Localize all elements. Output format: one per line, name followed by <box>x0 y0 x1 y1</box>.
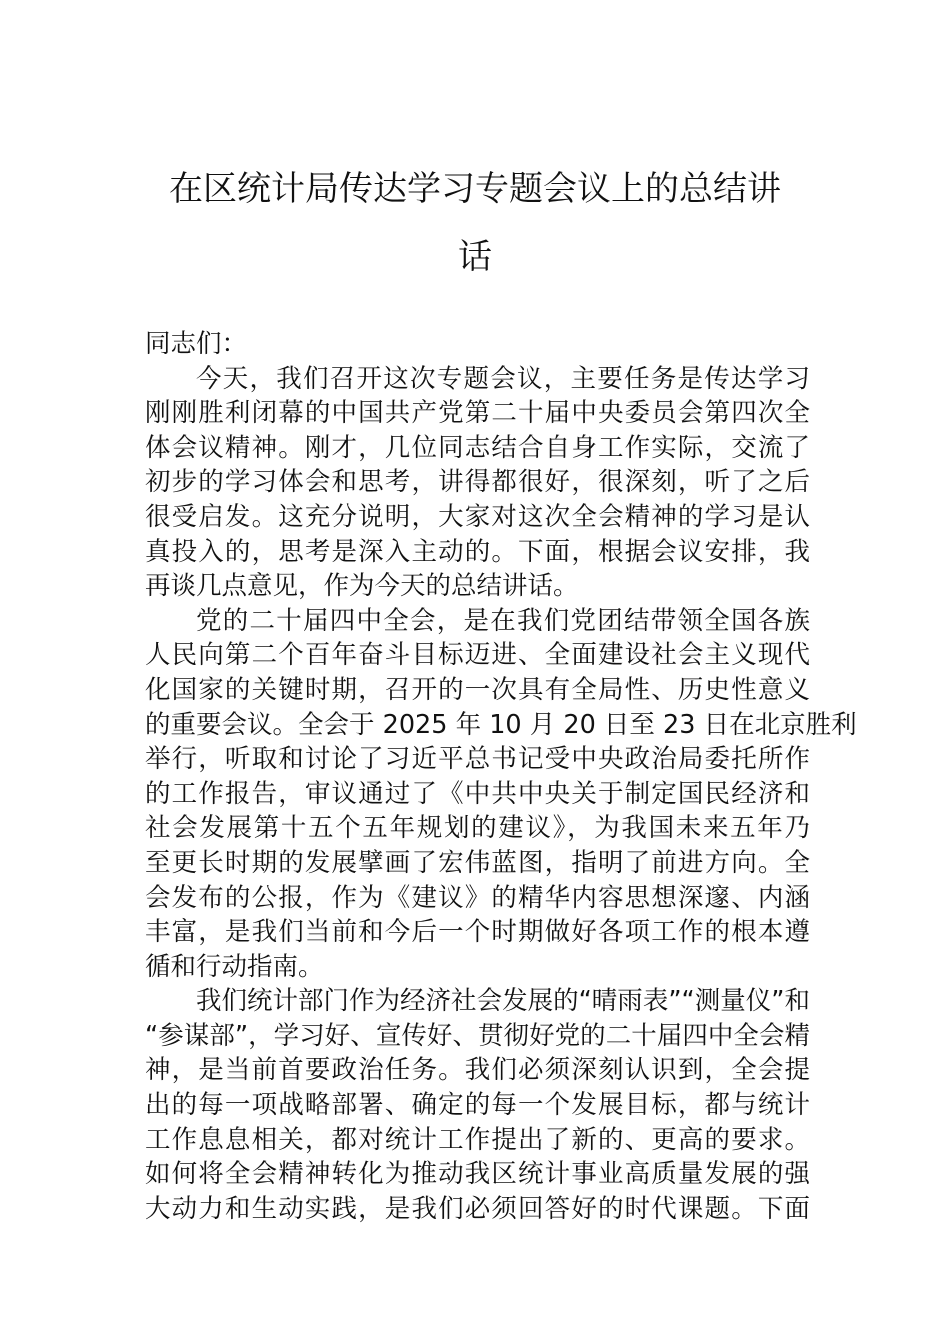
body-text-line: 循和行动指南。 <box>145 951 324 982</box>
body-text-line: 化国家的关键时期，召开的一次具有全局性、历史性意义 <box>145 674 810 705</box>
body-text-line: 大动力和生动实践，是我们必须回答好的时代课题。下面 <box>145 1193 810 1224</box>
body-text-line: 我们统计部门作为经济社会发展的“晴雨表”“测量仪”和 <box>196 986 810 1017</box>
body-text-line: 社会发展第十五个五年规划的建议》，为我国未来五年乃 <box>145 813 810 844</box>
body-text-line: 神，是当前首要政治任务。我们必须深刻认识到，全会提 <box>145 1055 810 1086</box>
body-text-line: 的重要会议。全会于 2025 年 10 月 20 日至 23 日在北京胜利 <box>145 709 857 740</box>
body-text-line: 会发布的公报，作为《建议》的精华内容思想深邃、内涵 <box>145 882 810 913</box>
body-text-line: 体会议精神。刚才，几位同志结合自身工作实际，交流了 <box>145 432 810 463</box>
body-text-line: 真投入的，思考是深入主动的。下面，根据会议安排，我 <box>145 536 810 567</box>
body-text-line: 至更长时期的发展擘画了宏伟蓝图，指明了前进方向。全 <box>145 847 810 878</box>
body-text-line: 今天，我们召开这次专题会议，主要任务是传达学习 <box>196 363 810 394</box>
body-text-line: “参谋部”，学习好、宣传好、贯彻好党的二十届四中全会精 <box>145 1020 810 1051</box>
body-text-line: 工作息息相关，都对统计工作提出了新的、更高的要求。 <box>145 1124 810 1155</box>
salutation: 同志们： <box>145 329 248 359</box>
body-text-line: 人民向第二个百年奋斗目标迈进、全面建设社会主义现代 <box>145 640 810 671</box>
body-text-line: 丰富，是我们当前和今后一个时期做好各项工作的根本遵 <box>145 917 810 948</box>
document-body <box>145 327 857 1226</box>
document-title-line-1: 在区统计局传达学习专题会议上的总结讲 <box>169 169 781 209</box>
body-text-line: 举行，听取和讨论了习近平总书记受中央政治局委托所作 <box>145 744 810 775</box>
body-text-line: 很受启发。这充分说明，大家对这次全会精神的学习是认 <box>145 501 810 532</box>
document-title-line-2: 话 <box>458 237 492 277</box>
body-text-line: 党的二十届四中全会，是在我们党团结带领全国各族 <box>196 605 810 636</box>
body-text-line: 再谈几点意见，作为今天的总结讲话。 <box>145 571 579 602</box>
body-text-line: 出的每一项战略部署、确定的每一个发展目标，都与统计 <box>145 1090 810 1121</box>
body-text-line: 初步的学习体会和思考，讲得都很好，很深刻，听了之后 <box>145 467 810 498</box>
body-text-line: 刚刚胜利闭幕的中国共产党第二十届中央委员会第四次全 <box>145 398 810 429</box>
body-text-line: 的工作报告，审议通过了《中共中央关于制定国民经济和 <box>145 778 810 809</box>
body-text-line: 如何将全会精神转化为推动我区统计事业高质量发展的强 <box>145 1159 810 1190</box>
